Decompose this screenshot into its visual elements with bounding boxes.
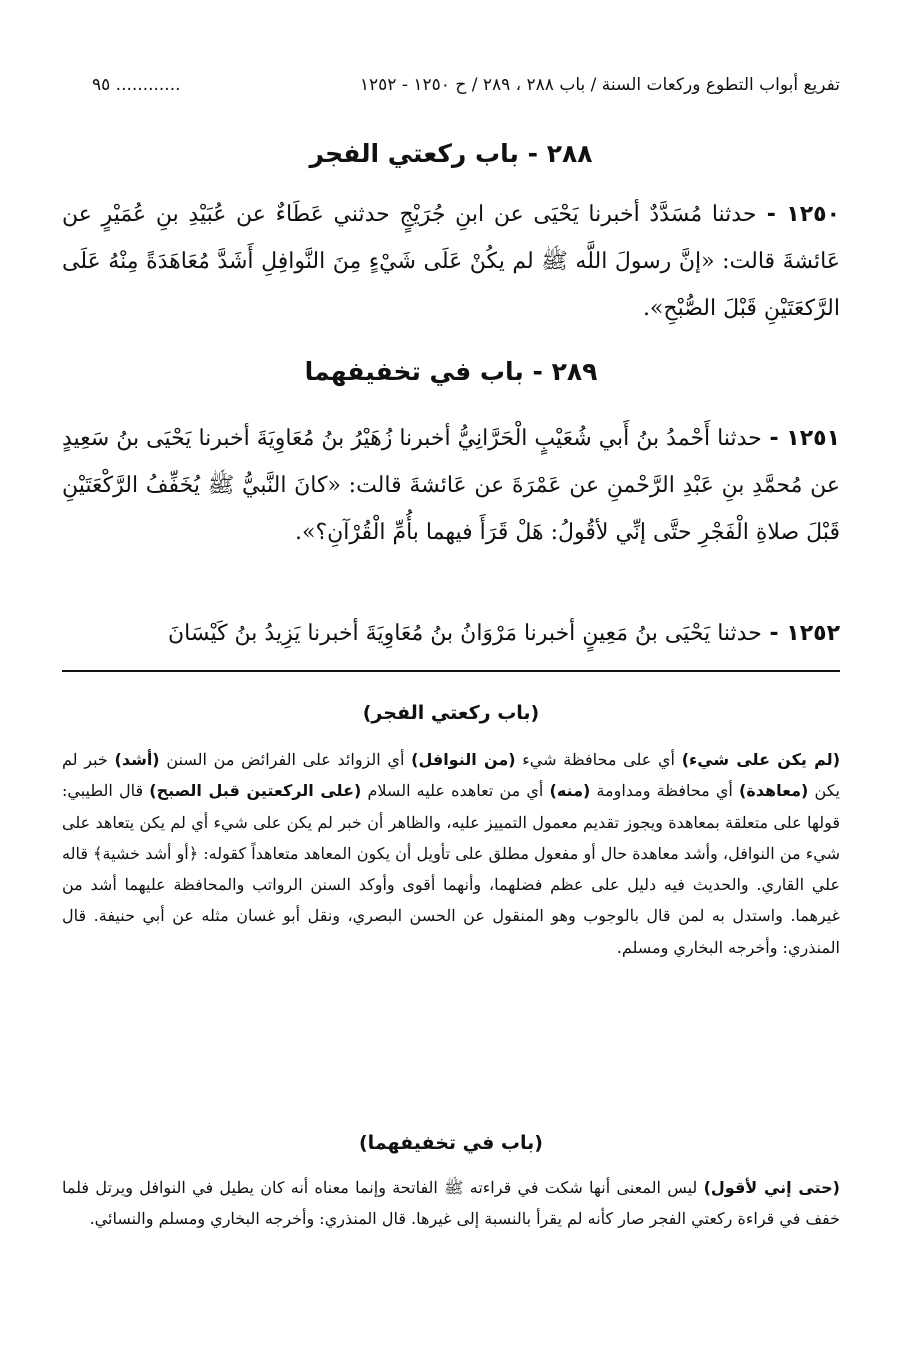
- commentary-section-1-text: [62, 744, 840, 963]
- commentary-section-2-text: [62, 1172, 840, 1235]
- hadith-1250: [62, 191, 840, 332]
- commentary-text: خبر لم يكن: [62, 750, 840, 801]
- commentary-text: أي على محافظة شيء: [515, 750, 682, 769]
- hadith-1251-text: حدثنا أَحْمدُ بنُ أَبي شُعَيْبٍ الْحَرَّانِيُّ أخبرنا زُهَيْرُ بنُ مُعَاوِيَةَ أخبرنا يَحْيَى بنُ سَعِيدٍ عن مُحمَّدِ بنِ عَبْدِ الرَّحْمنِ عن عَمْرَةَ عن عَائشةَ قالت: «كانَ النَّبيُّ ﷺ يُخَفِّفُ الرَّكْعَتَيْنِ قَبْلَ صلاةِ الْفَجْرِ حتَّى إنِّي لأقُولُ: هَلْ قَرَأَ فيهما بأُمِّ الْقُرْآنِ؟».: [62, 426, 840, 545]
- hadith-1252-text: حدثنا يَحْيَى بنُ مَعِينٍ أخبرنا مَرْوَانُ بنُ مُعَاوِيَةَ أخبرنا يَزِيدُ بنُ كَيْسَانَ: [167, 621, 762, 646]
- hadith-1251: [62, 415, 840, 556]
- commentary-text: أي من تعاهده عليه السلام: [361, 781, 550, 801]
- chapter-289-heading: ٢٨٩ - باب في تخفيفهما: [304, 357, 598, 386]
- commentary-text: قال الطيبي: قولها على متعلقة بمعاهدة ويجوز تقديم معمول التمييز عليه، والظاهر أن خبر لم يكن على شيء أي لم يكن يتعاهد على شيء من النوافل، وأشد معاهدة حال أو مفعول مطلق على تأويل أن يكون المعاهد متعاهداً كقوله: ﴿أو أشد خشية﴾ قاله علي القاري. والحديث فيه دليل على عظم فضلهما، وأنهما أقوى وأوكد السنن الرواتب والمحافظة عليهما أشد من غيرهما. واستدل به لمن قال بالوجوب وهو المنقول عن الحسن البصري، ونقل أبو غسان مثله عن أبي حنيفة. قال المنذري: وأخرجه البخاري ومسلم.: [62, 781, 840, 957]
- commentary-section-2-title: (باب في تخفيفهما): [359, 1132, 543, 1154]
- commentary-term: (منه): [549, 781, 591, 801]
- commentary-term: (معاهدة): [739, 781, 809, 801]
- chapter-288-heading: ٢٨٨ - باب ركعتي الفجر: [309, 139, 593, 168]
- running-header: [92, 70, 840, 100]
- commentary-term: (أشد): [114, 750, 160, 769]
- hadith-1252-number: ١٢٥٢ -: [761, 621, 840, 646]
- hadith-1252: [62, 610, 840, 657]
- commentary-term: (على الركعتين قبل الصبح): [149, 781, 362, 801]
- running-title: تفريع أبواب التطوع وركعات السنة / باب ٢٨٨ ، ٢٨٩ / ح ١٢٥٠ - ١٢٥٢: [359, 75, 840, 95]
- hadith-1250-number: ١٢٥٠ -: [756, 202, 841, 227]
- commentary-text: أي محافظة ومداومة: [590, 781, 740, 801]
- commentary-section-1-title: (باب ركعتي الفجر): [362, 702, 540, 724]
- commentary-term: (حتى إني لأقول): [703, 1178, 840, 1197]
- commentary-term: (من النوافل): [411, 750, 516, 769]
- commentary-term: (لم يكن على شيء): [681, 750, 841, 769]
- hadith-1250-text: حدثنا مُسَدَّدٌ أخبرنا يَحْيَى عن ابنِ جُرَيْجٍ حدثني عَطَاءٌ عن عُبَيْدِ بنِ عُمَيْرٍ عن عَائشةَ قالت: «إنَّ رسولَ اللَّه ﷺ لم يكُنْ عَلَى شَيْءٍ مِنَ النَّوافِلِ أَشَدَّ مُعَاهَدَةً مِنْهُ عَلَى الرَّكعَتَيْنِ قَبْلَ الصُّبْحِ».: [62, 202, 840, 321]
- footnote-divider: [62, 670, 840, 672]
- commentary-text: ليس المعنى أنها شكت في قراءته ﷺ الفاتحة وإنما معناه أنه كان يطيل في النوافل ويرتل فلما خفف في قراءة ركعتي الفجر صار كأنه لم يقرأ بالنسبة إلى غيرها. قال المنذري: وأخرجه البخاري ومسلم والنسائي.: [62, 1178, 840, 1229]
- page-number: ٩٥ ............: [92, 75, 181, 95]
- hadith-1251-number: ١٢٥١ -: [761, 426, 840, 451]
- commentary-text: أي الزوائد على الفرائض من السنن: [159, 750, 412, 769]
